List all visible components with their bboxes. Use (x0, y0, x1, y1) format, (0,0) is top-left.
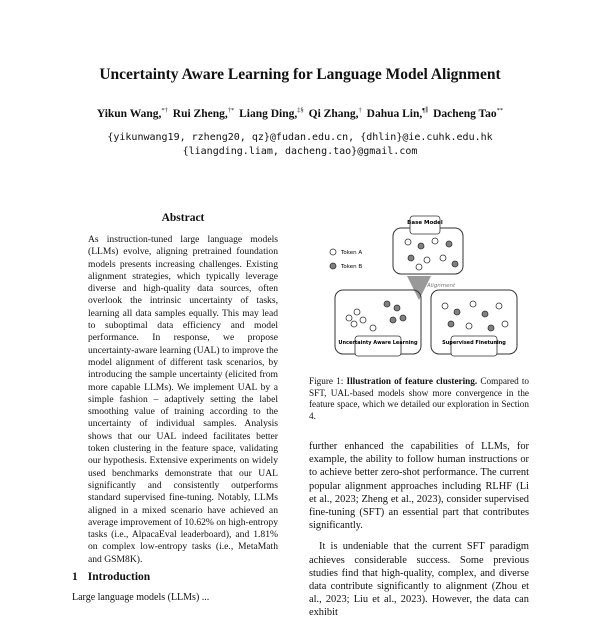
token-a-point (370, 325, 376, 331)
token-b-point (400, 315, 406, 321)
token-b-point (488, 325, 494, 331)
ual-label-box (355, 336, 401, 356)
abstract-heading: Abstract (161, 212, 205, 224)
token-b-point (446, 241, 452, 247)
ual-label: Uncertainty Aware Learning (338, 340, 418, 346)
caption-label: Figure 1: (309, 376, 344, 386)
right-column-body (309, 440, 529, 628)
base-model-box (393, 228, 463, 274)
caption-text: Compared to SFT, UAL-based models show more convergence in the feature space, which we detailed our exploration in Section 4. (309, 376, 530, 421)
author: Qi Zhang,† (308, 107, 362, 120)
token-a-point (442, 303, 448, 309)
token-a-point (440, 255, 446, 261)
token-b-point (454, 309, 460, 315)
figure-caption (309, 376, 529, 422)
author: Dacheng Tao** (433, 107, 504, 120)
author-emails-line1: {yikunwang19, rzheng20, qz}@fudan.edu.cn, {dhlin}@ie.cuhk.edu.hk (107, 132, 493, 143)
base-model-label: Base Model (407, 220, 443, 226)
token-b-point (448, 321, 454, 327)
intro-first-line: Large language models (LLMs) ... (72, 592, 210, 603)
section-title: Introduction (87, 571, 151, 583)
legend-token-a-icon (330, 249, 336, 255)
token-b-point (390, 317, 396, 323)
token-a-point (470, 301, 476, 307)
token-a-point (496, 303, 502, 309)
token-a-point (432, 238, 438, 244)
section-heading-introduction (72, 571, 150, 583)
token-a-point (424, 257, 430, 263)
token-a-point (360, 317, 366, 323)
sft-tokens (442, 301, 508, 331)
legend-token-b: Token B (341, 264, 363, 270)
token-a-point (466, 323, 472, 329)
token-b-point (394, 305, 400, 311)
caption-title: Illustration of feature clustering. (346, 376, 478, 386)
author: Dahua Lin,¶∥ (366, 107, 429, 120)
token-a-point (405, 239, 411, 245)
base-tokens (405, 238, 458, 270)
paper-title: Uncertainty Aware Learning for Language Model Alignment (99, 66, 501, 83)
author: Yikun Wang,*† (96, 107, 168, 120)
ual-tokens (346, 301, 406, 331)
token-b-point (452, 261, 458, 267)
token-a-point (502, 321, 508, 327)
token-b-point (408, 255, 414, 261)
sft-label: Supervised Finetuning (442, 340, 506, 346)
author-emails-line2: {liangding.liam, dacheng.tao}@gmail.com (182, 146, 418, 157)
token-a-point (416, 264, 422, 270)
abstract-text: As instruction-tuned large language models (LLMs) evolve, aligning pretrained foundation models presents increasing challenges. Existing alignment strategies, which typically leverage diverse and high-quality data sources, often overlook the intrinsic uncertainty of tasks, learning all data samples equally. This may lead to suboptimal data efficiency and model performance. In response, we propose uncertainty-aware learning (UAL) to improve the model alignment of different task scenarios, by introducing the sample uncertainty (elicited from more capable LLMs). We implement UAL by a simple fashion – adaptively setting the label smoothing value of training according to the uncertainty of individual samples. Analysis shows that our UAL indeed facilitates better token clustering in the feature space, validating our hypothesis. Extensive experiments on widely used benchmarks demonstrate that our UAL significantly and consistently outperforms standard supervised fine-tuning. Notably, LLMs aligned in a mixed scenario have achieved an average improvement of 10.62% on high-entropy tasks (i.e., AlpacaEval leaderboard), and 1.81% on complex low-entropy tasks (i.e., MetaMath and GSM8K). (88, 234, 278, 565)
feature-clustering-diagram (323, 214, 523, 366)
token-b-point (384, 301, 390, 307)
token-a-point (351, 321, 357, 327)
alignment-label: Alignment (427, 283, 456, 289)
author: Liang Ding,‡§ (239, 107, 304, 120)
section-number: 1 (72, 571, 78, 583)
author-list (0, 106, 600, 120)
token-a-point (354, 309, 360, 315)
token-a-point (346, 315, 352, 321)
legend-token-a: Token A (341, 250, 363, 256)
token-b-point (418, 243, 424, 249)
token-b-point (482, 311, 488, 317)
sft-label-box (451, 336, 497, 356)
author: Rui Zheng,†* (172, 107, 235, 120)
paragraph: further enhanced the capabilities of LLMs, for example, the ability to follow human instructions or to achieve better zero-shot performance. The current popular alignment approaches including RLHF (Li et al., 2023; Zheng et al., 2023), consider supervised fine-tuning (SFT) an essential part that contributes significantly. (309, 441, 529, 532)
legend-token-b-icon (330, 263, 336, 269)
figure-1 (323, 214, 523, 366)
paragraph: It is undeniable that the current SFT paradigm achieves considerable success. Some previous studies find that high-quality, complex, and diverse data contribute significantly to alignment (Zhou et al., 2023; Liu et al., 2023). However, the data can exhibit (309, 541, 529, 619)
